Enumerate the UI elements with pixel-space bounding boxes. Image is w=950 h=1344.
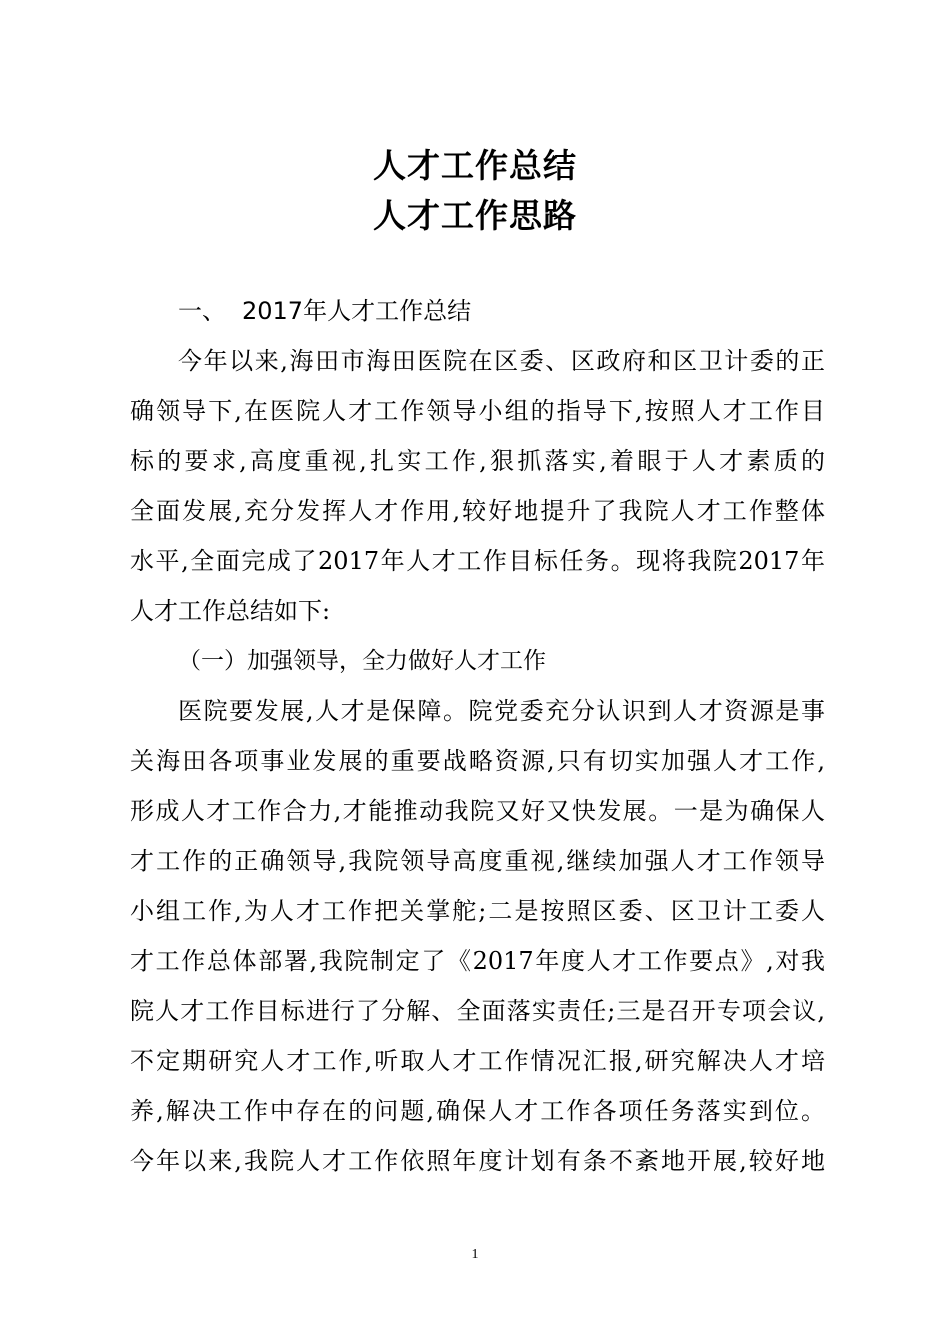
paragraph-line: 小组工作,为人才工作把关掌舵;二是按照区委、区卫计工委人 xyxy=(130,897,825,925)
page-number: 1 xyxy=(471,1247,479,1262)
paragraph-line: 不定期研究人才工作,听取人才工作情况汇报,研究解决人才培 xyxy=(130,1047,825,1075)
paragraph-line: 今年以来,我院人才工作依照年度计划有条不紊地开展,较好地 xyxy=(130,1147,825,1175)
paragraph-line: 养,解决工作中存在的问题,确保人才工作各项任务落实到位。 xyxy=(130,1097,825,1125)
paragraph-line: 人才工作总结如下: xyxy=(130,597,331,625)
document-title-line2: 人才工作思路 xyxy=(373,196,577,235)
section-heading xyxy=(178,296,471,326)
paragraph-line: 关海田各项事业发展的重要战略资源,只有切实加强人才工作, xyxy=(130,747,825,775)
paragraph-line: 医院要发展,人才是保障。院党委充分认识到人才资源是事 xyxy=(178,697,825,725)
document-title-line1: 人才工作总结 xyxy=(373,146,577,185)
paragraph-line: 水平,全面完成了2017年人才工作目标任务。现将我院2017年 xyxy=(130,547,825,575)
section-number: 一、 xyxy=(178,297,226,325)
paragraph-line: 今年以来,海田市海田医院在区委、区政府和区卫计委的正 xyxy=(178,347,825,375)
paragraph-line: 标的要求,高度重视,扎实工作,狠抓落实,着眼于人才素质的 xyxy=(130,447,825,475)
paragraph-line: 院人才工作目标进行了分解、全面落实责任;三是召开专项会议, xyxy=(130,997,825,1025)
paragraph-line: 全面发展,充分发挥人才作用,较好地提升了我院人才工作整体 xyxy=(130,497,825,525)
paragraph-line: 确领导下,在医院人才工作领导小组的指导下,按照人才工作目 xyxy=(130,397,825,425)
subsection-heading: （一）加强领导，全力做好人才工作 xyxy=(178,648,546,674)
paragraph-line: 形成人才工作合力,才能推动我院又好又快发展。一是为确保人 xyxy=(130,797,825,825)
paragraph-line: 才工作总体部署,我院制定了《2017年度人才工作要点》,对我 xyxy=(130,947,825,975)
section-heading-text: 2017年人才工作总结 xyxy=(242,297,472,325)
paragraph-line: 才工作的正确领导,我院领导高度重视,继续加强人才工作领导 xyxy=(130,847,825,875)
